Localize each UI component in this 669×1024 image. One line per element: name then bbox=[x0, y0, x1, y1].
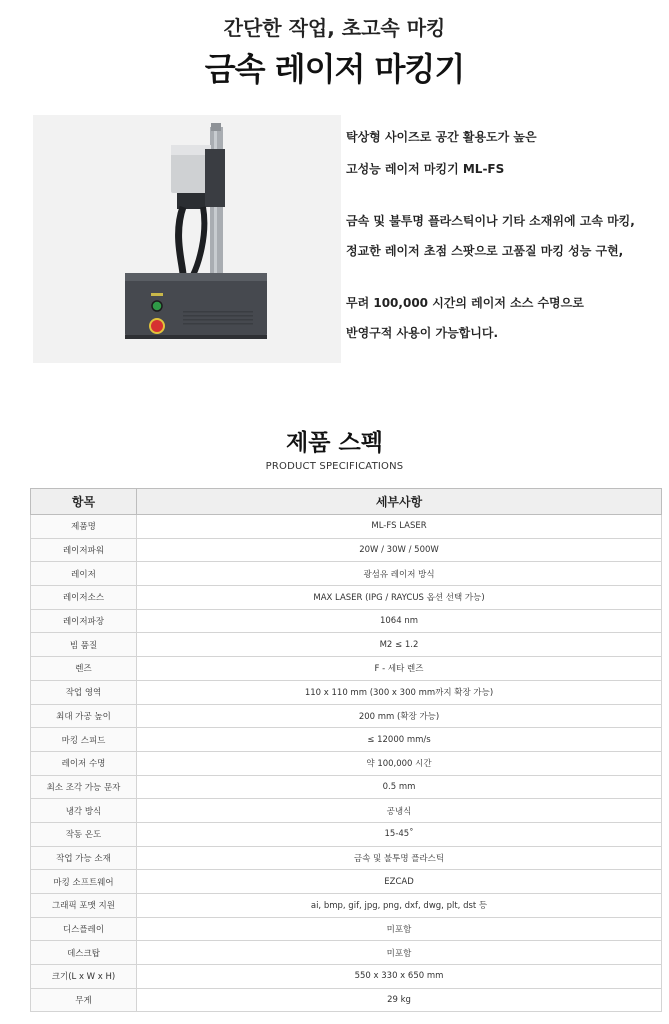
table-row bbox=[31, 870, 662, 894]
spec-label: 레이저소스 bbox=[31, 586, 137, 610]
spec-table bbox=[30, 488, 662, 1012]
spec-label: 레이저파장 bbox=[31, 609, 137, 633]
table-row bbox=[31, 799, 662, 823]
spec-value: 0.5 mm bbox=[137, 775, 662, 799]
table-row bbox=[31, 988, 662, 1012]
spec-value: 약 100,000 시간 bbox=[137, 751, 662, 775]
description-line: 고성능 레이저 마킹기 ML-FS bbox=[346, 162, 505, 176]
table-row bbox=[31, 562, 662, 586]
spec-label: 빔 품질 bbox=[31, 633, 137, 657]
spec-label: 작업 영역 bbox=[31, 680, 137, 704]
spec-value: 광섬유 레이저 방식 bbox=[137, 562, 662, 586]
table-header-row bbox=[31, 489, 662, 515]
spec-label: 무게 bbox=[31, 988, 137, 1012]
spec-label: 작업 가능 소재 bbox=[31, 846, 137, 870]
table-row bbox=[31, 775, 662, 799]
header-detail: 세부사항 bbox=[137, 489, 662, 515]
machine-base bbox=[125, 273, 267, 337]
spec-label: 데스크탑 bbox=[31, 941, 137, 965]
description-line: 탁상형 사이즈로 공간 활용도가 높은 bbox=[346, 130, 537, 144]
spec-label: 마킹 소프트웨어 bbox=[31, 870, 137, 894]
table-row bbox=[31, 657, 662, 681]
table-row bbox=[31, 680, 662, 704]
table-row bbox=[31, 751, 662, 775]
spec-value: M2 ≤ 1.2 bbox=[137, 633, 662, 657]
spec-title: 제품 스펙 bbox=[286, 430, 383, 456]
spec-label: 그래픽 포맷 지원 bbox=[31, 894, 137, 918]
table-row bbox=[31, 586, 662, 610]
spec-label: 레이저 수명 bbox=[31, 751, 137, 775]
spec-value: 미포함 bbox=[137, 941, 662, 965]
description-line: 금속 및 불투명 플라스틱이나 기타 소재위에 고속 마킹, bbox=[346, 214, 635, 228]
description-line: 무려 100,000 시간의 레이저 소스 수명으로 bbox=[346, 296, 584, 310]
spec-label: 레이저 bbox=[31, 562, 137, 586]
spec-value: ML-FS LASER bbox=[137, 515, 662, 539]
spec-value: F - 세타 렌즈 bbox=[137, 657, 662, 681]
spec-value: 110 x 110 mm (300 x 300 mm까지 확장 가능) bbox=[137, 680, 662, 704]
spec-value: MAX LASER (IPG / RAYCUS 옵션 선택 가능) bbox=[137, 586, 662, 610]
description-line: 반영구적 사용이 가능합니다. bbox=[346, 326, 499, 340]
green-button bbox=[152, 301, 162, 311]
emergency-stop bbox=[150, 319, 164, 333]
spec-label: 최대 가공 높이 bbox=[31, 704, 137, 728]
table-row bbox=[31, 704, 662, 728]
spec-header bbox=[0, 424, 669, 472]
spec-value: 200 mm (확장 가능) bbox=[137, 704, 662, 728]
spec-value: 1064 nm bbox=[137, 609, 662, 633]
spec-value: ≤ 12000 mm/s bbox=[137, 728, 662, 752]
table-row bbox=[31, 609, 662, 633]
spec-label: 크기(L x W x H) bbox=[31, 965, 137, 989]
spec-value: 15-45˚ bbox=[137, 822, 662, 846]
spec-value: 20W / 30W / 500W bbox=[137, 538, 662, 562]
spec-value: ai, bmp, gif, jpg, png, dxf, dwg, plt, dst 등 bbox=[137, 894, 662, 918]
table-row bbox=[31, 822, 662, 846]
spec-value: 550 x 330 x 650 mm bbox=[137, 965, 662, 989]
table-row bbox=[31, 894, 662, 918]
hero-title: 금속 레이저 마킹기 bbox=[204, 50, 465, 88]
table-row bbox=[31, 633, 662, 657]
table-row bbox=[31, 917, 662, 941]
description-line: 정교한 레이저 초점 스팟으로 고품질 마킹 성능 구현, bbox=[346, 244, 624, 258]
spec-label: 제품명 bbox=[31, 515, 137, 539]
header-item: 항목 bbox=[31, 489, 137, 515]
spec-label: 마킹 스피드 bbox=[31, 728, 137, 752]
spec-value: EZCAD bbox=[137, 870, 662, 894]
spec-value: 공냉식 bbox=[137, 799, 662, 823]
table-row bbox=[31, 846, 662, 870]
product-image bbox=[33, 115, 341, 363]
spec-label: 렌즈 bbox=[31, 657, 137, 681]
hero-subtitle: 간단한 작업, 초고속 마킹 bbox=[223, 16, 446, 40]
spec-subtitle: PRODUCT SPECIFICATIONS bbox=[265, 461, 404, 472]
spec-label: 최소 조각 가능 문자 bbox=[31, 775, 137, 799]
spec-label: 작동 온도 bbox=[31, 822, 137, 846]
table-row bbox=[31, 965, 662, 989]
spec-value: 미포함 bbox=[137, 917, 662, 941]
table-row bbox=[31, 728, 662, 752]
spec-value: 29 kg bbox=[137, 988, 662, 1012]
spec-label: 냉각 방식 bbox=[31, 799, 137, 823]
spec-value: 금속 및 불투명 플라스틱 bbox=[137, 846, 662, 870]
table-row bbox=[31, 538, 662, 562]
spec-label: 레이저파워 bbox=[31, 538, 137, 562]
table-row bbox=[31, 941, 662, 965]
spec-label: 디스플레이 bbox=[31, 917, 137, 941]
table-row bbox=[31, 515, 662, 539]
